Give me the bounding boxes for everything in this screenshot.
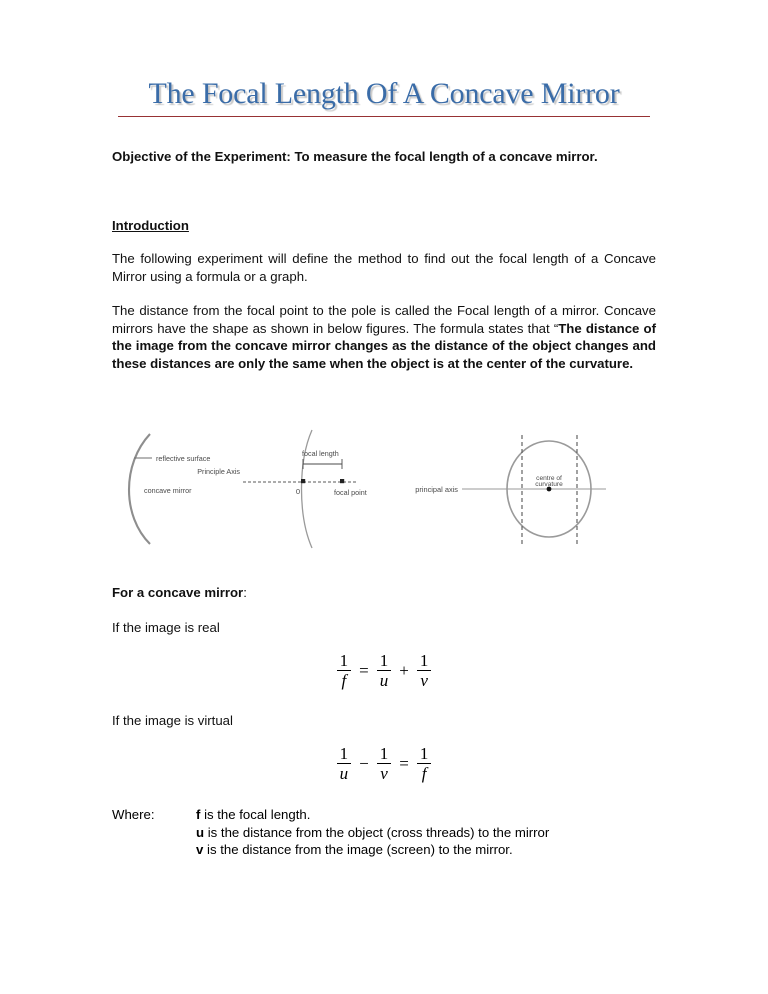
objective-paragraph: Objective of the Experiment: To measure the focal length of a concave mirror.: [112, 149, 598, 164]
fraction-numerator: 1: [337, 652, 352, 671]
fraction-denominator: v: [380, 764, 388, 784]
operator-equals: =: [399, 753, 409, 773]
definition-text: is the distance from the object (cross threads) to the mirror: [204, 824, 550, 840]
label-centre-of-curvature-line1: centre of: [536, 475, 562, 482]
label-principle-axis: Principle Axis: [197, 467, 240, 476]
definition-text: is the focal length.: [200, 807, 311, 822]
figure-centre-of-curvature: [410, 428, 620, 550]
fraction-denominator: f: [341, 671, 347, 691]
paragraph-two: [112, 302, 656, 372]
fraction-one-over-f: [337, 652, 352, 690]
fraction-one-over-f: [417, 745, 432, 783]
fraction-numerator: 1: [417, 745, 432, 764]
fraction-numerator: 1: [377, 652, 392, 671]
definition-symbol: f: [196, 807, 201, 822]
fraction-one-over-u: [377, 652, 392, 690]
introduction-heading-text: Introduction: [112, 218, 189, 233]
paragraph-two-plain: The distance from the focal point to the pole is called the Focal length of a mirror. Concave mirrors have the shape as shown in below figures. The formula states that “: [112, 303, 656, 336]
label-focal-length: focal length: [302, 449, 339, 458]
definitions-list: [196, 806, 656, 859]
operator-equals: =: [359, 660, 369, 680]
definition-item-v: [196, 841, 656, 859]
fraction-numerator: 1: [337, 745, 352, 764]
label-origin: 0: [295, 487, 301, 496]
for-concave-mirror-line: [112, 584, 656, 602]
page-title: The Focal Length Of A Concave Mirror: [148, 77, 620, 110]
definition-item-u: [196, 824, 656, 842]
for-concave-mirror-bold: For a concave mirror: [112, 585, 244, 600]
origin-marker: [301, 479, 305, 483]
figure-concave-mirror: [112, 428, 392, 550]
formula-real-image: [112, 652, 656, 690]
fraction-denominator: v: [420, 671, 428, 691]
paragraph-one: The following experiment will define the method to find out the focal length of a Concave Mirror using a formula or a graph.: [112, 251, 656, 284]
label-concave-mirror: concave mirror: [144, 486, 192, 495]
label-centre-of-curvature-line2: curvature: [535, 481, 563, 488]
label-focal-point: focal point: [334, 488, 367, 497]
figures-row: [112, 428, 656, 550]
formula-virtual-image: [112, 745, 656, 783]
mirror-arc-secondary: [302, 430, 313, 548]
label-reflective-surface: reflective surface: [156, 454, 211, 463]
title-underline-rule: [118, 116, 650, 117]
if-image-virtual-line: If the image is virtual: [112, 713, 233, 728]
fraction-denominator: u: [339, 764, 349, 784]
introduction-heading: [112, 217, 656, 235]
paragraph-two-bold: The distance of the image from the concave mirror changes as the distance of the object changes and these distances are only the same when the object is at the center of the curvature.: [112, 320, 656, 371]
definition-text: is the distance from the image (screen) to the mirror.: [203, 842, 513, 857]
for-concave-mirror-colon: :: [243, 585, 247, 600]
if-image-real-line: If the image is real: [112, 620, 220, 635]
fraction-denominator: f: [421, 764, 427, 784]
definition-item-f: [196, 806, 656, 824]
where-label: Where:: [112, 807, 155, 822]
focal-point-marker: [340, 479, 344, 483]
definition-symbol: u: [196, 824, 205, 840]
operator-plus: +: [399, 660, 409, 680]
fraction-numerator: 1: [417, 652, 432, 671]
fraction-one-over-v: [377, 745, 392, 783]
fraction-denominator: u: [379, 671, 389, 691]
page-title-block: [112, 78, 656, 117]
fraction-numerator: 1: [377, 745, 392, 764]
definition-symbol: v: [196, 842, 204, 857]
label-principal-axis: principal axis: [415, 485, 458, 494]
fraction-one-over-v: [417, 652, 432, 690]
operator-minus: −: [359, 753, 369, 773]
fraction-one-over-u: [337, 745, 352, 783]
